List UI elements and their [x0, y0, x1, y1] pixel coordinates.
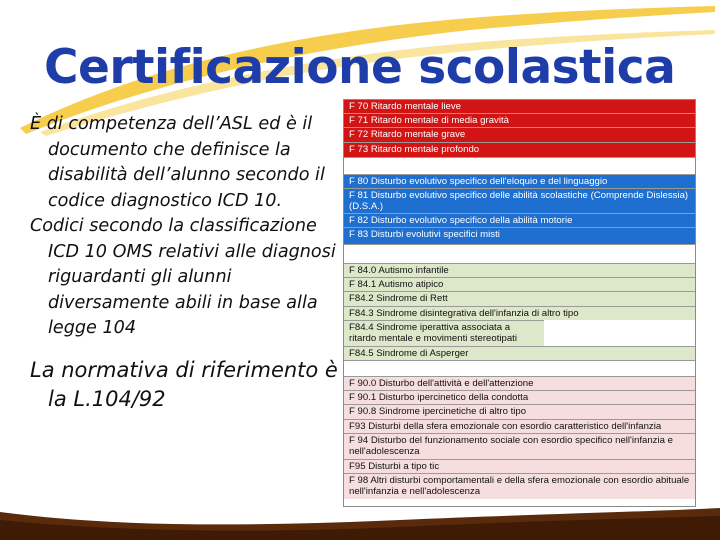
row-separator: [344, 244, 695, 263]
row-text: F95 Disturbi a tipo tic: [349, 460, 440, 472]
row-text: F 90.8 Sindrome ipercinetiche di altro tipo: [349, 406, 527, 418]
slide-title: Certificazione scolastica: [44, 40, 676, 95]
row-text: F 94 Disturbo del funzionamento sociale con esordio specifico nell'infanzia e nell'adolescenza: [349, 434, 673, 458]
row-separator: [344, 157, 695, 174]
table-row: [344, 127, 695, 141]
table-row: [344, 320, 544, 346]
table-row: [344, 390, 695, 404]
table-row: [344, 227, 695, 244]
row-text: F 80 Disturbo evolutivo specifico dell'eloquio e del linguaggio: [349, 175, 608, 187]
row-text: F 84.1 Autismo atipico: [349, 279, 444, 291]
row-text: F84.3 Sindrome disintegrativa dell'infanzia di altro tipo: [349, 307, 579, 319]
table-row: [344, 291, 695, 305]
table-row: [344, 100, 695, 113]
table-row: [344, 113, 695, 127]
table-row: [344, 213, 695, 227]
row-text: F 82 Disturbo evolutivo specifico della abilità motorie: [349, 214, 573, 226]
table-row: [344, 277, 695, 291]
decorative-bottom-wave: [0, 506, 720, 540]
table-row: [344, 306, 695, 320]
icd10-codes-table: [343, 99, 696, 507]
table-row: [344, 459, 695, 473]
slide-body: [30, 112, 342, 414]
table-row: [344, 376, 695, 390]
row-text: F 71 Ritardo mentale di media gravità: [349, 115, 509, 127]
paragraph-asl: È di competenza dell’ASL ed è il documento che definisce la disabilità dell’alunno secondo il codice diagnostico ICD 10.: [30, 114, 325, 211]
table-row: [344, 419, 695, 433]
row-text: F 72 Ritardo mentale grave: [349, 129, 466, 141]
row-text: F 98 Altri disturbi comportamentali e della sfera emozionale con esordio abituale nell'infanzia e nell'adolescenza: [349, 475, 690, 498]
row-text: F 81 Disturbo evolutivo specifico delle abilità scolastiche (Comprende Dislessia) (D.S.A.): [349, 189, 689, 213]
table-row: [344, 433, 695, 459]
row-text: F 83 Disturbi evolutivi specifici misti: [349, 229, 500, 241]
row-text: F 70 Ritardo mentale lieve: [349, 101, 461, 112]
paragraph-normativa: La normativa di riferimento è la L.104/92: [30, 357, 338, 411]
table-row: [344, 188, 695, 213]
paragraph-icd-codes: Codici secondo la classificazione ICD 10 OMS relativi alle diagnosi riguardanti gli alunni diversamente abili in base alla legge 104: [30, 216, 336, 338]
table-row: [344, 404, 695, 418]
table-row: [344, 263, 695, 277]
row-text: F 90.1 Disturbo ipercinetico della condotta: [349, 392, 529, 404]
row-text: F84.4 Sindrome iperattiva associata a ritardo mentale e movimenti stereotipati: [349, 321, 517, 345]
row-text: F 84.0 Autismo infantile: [349, 265, 449, 277]
group-blue: [344, 174, 695, 244]
row-text: F 73 Ritardo mentale profondo: [349, 143, 480, 155]
group-green: [344, 263, 695, 360]
table-row: [344, 174, 695, 188]
row-separator: [344, 360, 695, 376]
row-text: F 90.0 Disturbo dell'attività e dell'attenzione: [349, 378, 534, 390]
group-red: [344, 100, 695, 157]
table-row: [344, 473, 695, 499]
row-text: F84.5 Sindrome di Asperger: [349, 347, 469, 359]
table-row: [344, 346, 695, 360]
table-row: [344, 142, 695, 157]
row-text: F93 Disturbi della sfera emozionale con esordio caratteristico dell'infanzia: [349, 420, 662, 432]
group-pink: [344, 376, 695, 499]
row-text: F84.2 Sindrome di Rett: [349, 293, 448, 305]
